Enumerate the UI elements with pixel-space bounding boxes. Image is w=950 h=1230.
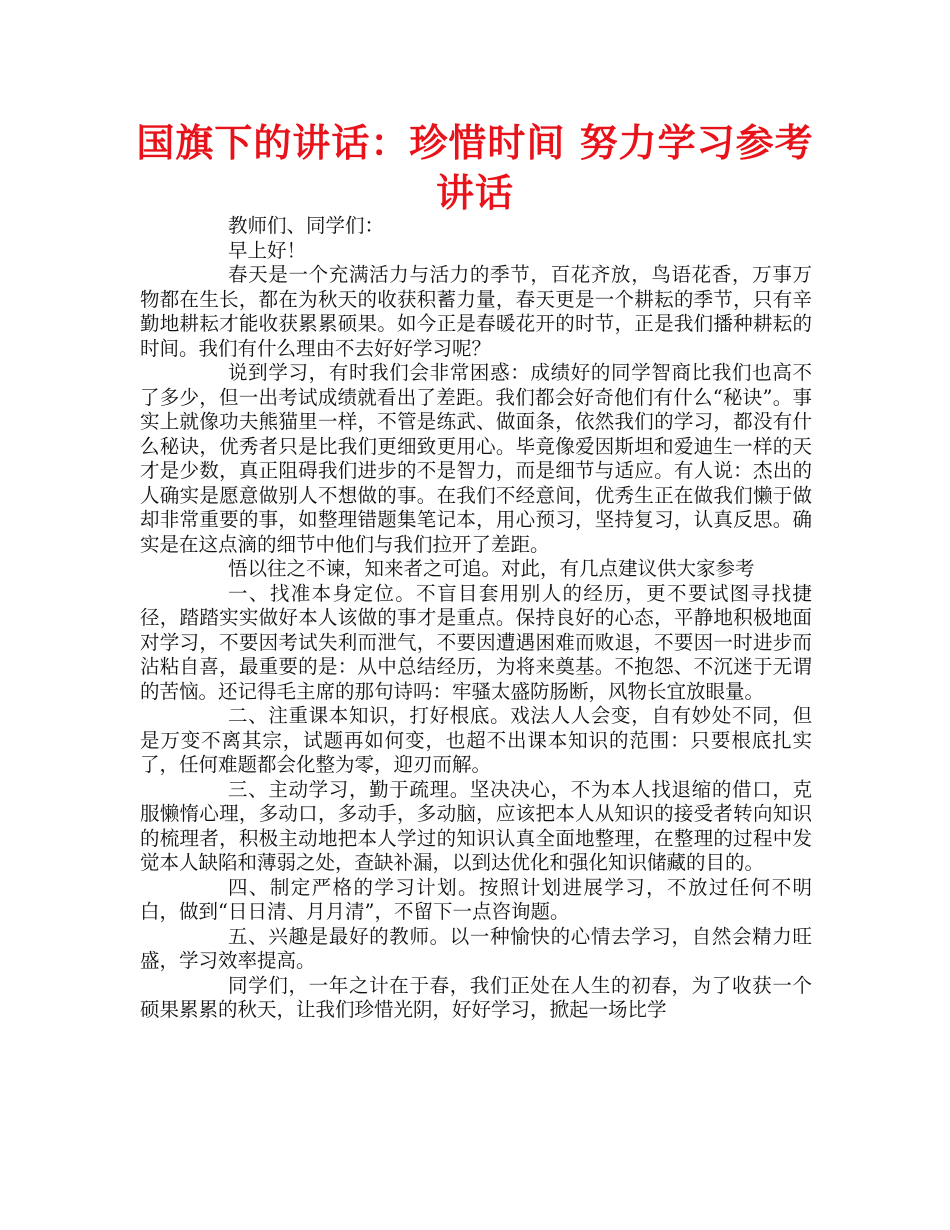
paragraph-study: 说到学习，有时我们会非常困惑：成绩好的同学智商比我们也高不了多少，但一出考试成绩就看出了差距。我们都会好奇他们有什么“秘诀”。事实上就像功夫熊猫里一样，不管是练武、做面条，依然我们的学习，都没有什么秘诀，优秀者只是比我们更细致更用心。毕竟像爱因斯坦和爱迪生一样的天才是少数，真正阻碍我们进步的不是智力，而是细节与适应。有人说：杰出的人确实是愿意做别人不想做的事。在我们不经意间，优秀生正在做我们懒于做却非常重要的事，如整理错题集笔记本，用心预习，坚持复习，认真反思。确实是在这点滴的细节中他们与我们拉开了差距。 xyxy=(140,361,812,556)
paragraph-intro: 春天是一个充满活力与活力的季节，百花齐放，鸟语花香，万事万物都在生长，都在为秋天的收获积蓄力量，春天更是一个耕耘的季节，只有辛勤地耕耘才能收获累累硕果。如今正是春暖花开的时节，正是我们播种耕耘的时间。我们有什么理由不去好好学习呢？ xyxy=(140,263,812,360)
paragraph-suggestions-intro: 悟以往之不谏，知来者之可追。对此，有几点建议供大家参考 xyxy=(228,557,755,580)
greeting: 早上好！ xyxy=(228,238,307,262)
salutation: 教师们、同学们： xyxy=(228,214,385,237)
paragraph-suggestion-3: 三、主动学习，勤于疏理。坚决决心，不为本人找退缩的借口，克服懒惰心理，多动口，多动手，多动脑，应该把本人从知识的接受者转向知识的梳理者，积极主动地把本人学过的知识认真全面地整理，在整理的过程中发觉本人缺陷和薄弱之处，查缺补漏，以到达优化和强化知识储藏的目的。 xyxy=(140,777,812,874)
paragraph-suggestion-2: 二、注重课本知识，打好根底。戏法人人会变，自有妙处不同，但是万变不离其宗，试题再如何变，也超不出课本知识的范围：只要根底扎实了，任何难题都会化整为零，迎刃而解。 xyxy=(140,704,812,776)
paragraph-suggestion-5: 五、兴趣是最好的教师。以一种愉快的心情去学习，自然会精力旺盛，学习效率提高。 xyxy=(140,924,812,972)
paragraph-suggestion-1: 一、找准本身定位。不盲目套用别人的经历，更不要试图寻找捷径，踏踏实实做好本人该做的事才是重点。保持良好的心态，平静地积极地面对学习，不要因考试失利而泄气，不要因遭遇困难而败退，不要因一时进步而沾粘自喜，最重要的是：从中总结经历，为将来奠基。不抱怨、不沉迷于无谓的苦恼。还记得毛主席的那句诗吗：牢骚太盛防肠断，风物长宜放眼量。 xyxy=(140,581,812,703)
paragraph-closing: 同学们，一年之计在于春，我们正处在人生的初春，为了收获一个硕果累累的秋天，让我们珍惜光阴，好好学习，掀起一场比学 xyxy=(140,973,812,1021)
document-body xyxy=(140,214,812,1023)
paragraph-suggestion-4: 四、制定严格的学习计划。按照计划进展学习，不放过任何不明白，做到“日日清、月月清”，不留下一点咨询题。 xyxy=(140,875,812,923)
document-title: 国旗下的讲话：珍惜时间 努力学习参考讲话 xyxy=(136,121,814,215)
